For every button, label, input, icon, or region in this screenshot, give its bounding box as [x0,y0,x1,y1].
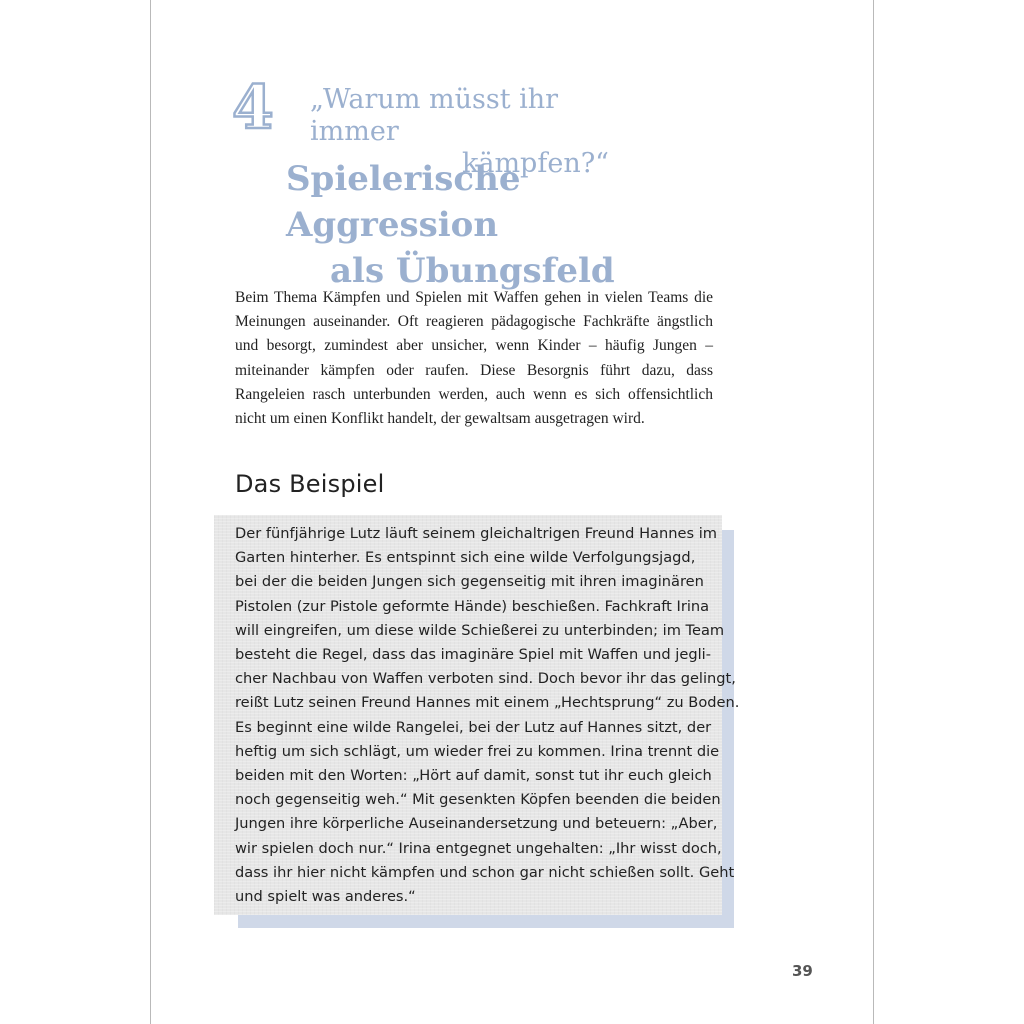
example-line: noch gegenseitig weh.“ Mit gesenkten Köpfen beenden die beiden [235,791,721,809]
chapter-title-line-2: als Übungsfeld [330,251,615,291]
chapter-quote-line-2: kämpfen?“ [462,148,609,179]
example-line: cher Nachbau von Waffen verboten sind. Doch bevor ihr das gelingt, [235,670,736,688]
example-line: Jungen ihre körperliche Auseinandersetzung und beteuern: „Aber, [235,815,718,833]
intro-paragraph: Beim Thema Kämpfen und Spielen mit Waffen gehen in vielen Teams die Meinungen auseinander. Oft reagieren pädagogische Fachkräfte ängstlich und besorgt, zumindest aber unsicher, wenn Kinder – häufig Jungen – miteinander kämpfen oder raufen. Diese Besorgnis führt dazu, dass Rangeleien rasch unterbunden werden, auch wenn es sich offensichtlich nicht um einen Konflikt handelt, der gewaltsam ausgetragen wird. [235,289,713,428]
example-line: reißt Lutz seinen Freund Hannes mit einem „Hechtsprung“ zu Boden. [235,694,740,712]
chapter-title [286,156,726,294]
chapter-number: 4 [232,73,273,143]
example-line: und spielt was anderes.“ [235,888,416,906]
example-line: besteht die Regel, dass das imaginäre Spiel mit Waffen und jegli- [235,646,711,664]
chapter-quote-line-1: „Warum müsst ihr immer [310,84,559,147]
section-heading: Das Beispiel [235,470,385,498]
example-line: dass ihr hier nicht kämpfen und schon gar nicht schießen sollt. Geht [235,863,735,881]
example-line: Garten hinterher. Es entspinnt sich eine wilde Verfolgungsjagd, [235,549,696,567]
example-line: Es beginnt eine wilde Rangelei, bei der Lutz auf Hannes sitzt, der [235,718,712,736]
page-number: 39 [792,962,813,980]
chapter-title-line-1: Spielerische Aggression [286,159,521,245]
example-line: beiden mit den Worten: „Hört auf damit, sonst tut ihr euch gleich [235,767,712,785]
example-text [235,522,740,909]
example-line: Pistolen (zur Pistole geformte Hände) beschießen. Fachkraft Irina [235,597,710,615]
example-line: wir spielen doch nur.“ Irina entgegnet ungehalten: „Ihr wisst doch, [235,839,722,857]
example-line: heftig um sich schlägt, um wieder frei zu kommen. Irina trennt die [235,742,720,760]
example-line: Der fünfjährige Lutz läuft seinem gleichaltrigen Freund Hannes im [235,525,717,542]
example-line: will eingreifen, um diese wilde Schießerei zu unterbinden; im Team [235,621,725,639]
example-line: bei der die beiden Jungen sich gegenseitig mit ihren imaginären [235,573,704,591]
